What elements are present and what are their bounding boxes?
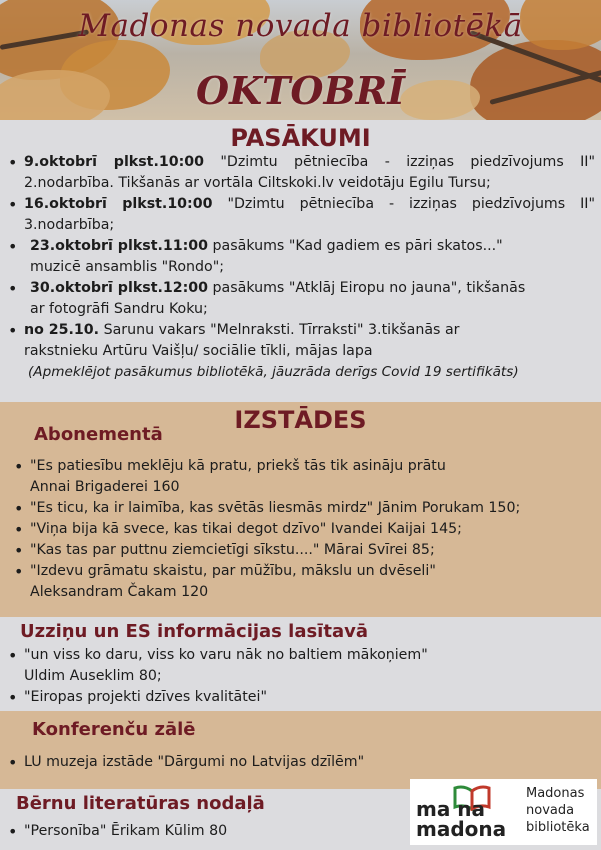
logo-text-line: novada [526,803,575,818]
event-text-cont: rakstnieku Artūru Vaišļu/ sociālie tīkli, mājas lapa [24,343,373,359]
logo-text [526,785,590,836]
event-item [8,278,595,320]
info-room-heading: Uzziņu un ES informācijas lasītavā [20,621,368,642]
exhibition-text: "Viņa bija kā svece, kas tikai degot dzīvo" Ivandei Kaijai 145; [30,521,462,537]
exhibition-text: "Es ticu, ka ir laimība, kas svētās liesmās mirdz" Jānim Porukam 150; [30,500,521,516]
exhibitions-heading: IZSTĀDES [234,406,367,434]
events-heading: PASĀKUMI [230,124,371,152]
events-section [0,120,601,402]
covid-note: (Apmeklējot pasākumus bibliotēkā, jāuzrāda derīgs Covid 19 sertifikāts) [28,364,519,380]
abonement-heading: Abonementā [34,424,163,445]
event-text-cont: ar fotogrāfi Sandru Koku; [30,301,208,317]
event-text: "Dzimtu pētniecība - izziņas piedzīvojums II" [204,154,595,170]
exhibition-item [14,540,594,561]
event-date: 30.oktobrī plkst.12:00 [30,280,209,296]
exhibition-text: "Es patiesību meklēju kā pratu, priekš tās tik asināju prātu [30,458,446,474]
exhibition-item [14,456,594,498]
event-date: 23.oktobrī plkst.11:00 [30,238,209,254]
info-text-cont: Uldim Auseklim 80; [24,668,162,684]
exhibitions-section [0,402,601,617]
event-item [8,152,595,194]
header-banner [0,0,601,120]
event-text-cont: 3.nodarbība; [24,217,115,233]
event-text: pasākums "Kad gadiem es pāri skatos..." [208,238,503,254]
exhibition-text: "Izdevu grāmatu skaistu, par mūžību, mākslu un dvēseli" [30,563,436,579]
event-text-cont: 2.nodarbība. Tikšanās ar vortāla Ciltskoki.lv veidotāju Egilu Tursu; [24,175,491,191]
conference-item [8,752,593,773]
abonement-list [14,456,594,603]
exhibition-text-cont: Aleksandram Čakam 120 [30,584,209,600]
kids-list [8,821,398,842]
exhibition-text-cont: Annai Brigaderei 160 [30,479,180,495]
kids-item [8,821,398,842]
event-item [8,320,595,383]
info-room-section [0,617,601,711]
info-item [8,687,593,708]
info-text: "un viss ko daru, viss ko varu nāk no baltiem mākoņiem" [24,647,428,663]
event-date: 9.oktobrī plkst.10:00 [24,154,205,170]
event-text-cont: muzicē ansamblis "Rondo"; [30,259,225,275]
event-date: 16.oktobrī plkst.10:00 [24,196,213,212]
events-list [8,152,595,383]
logo-word-mana: ma na [416,797,486,821]
logo-text-line: bibliotēka [526,820,590,835]
event-text: pasākums "Atklāj Eiropu no jauna", tikšanās [208,280,526,296]
month-title: OKTOBRĪ [196,68,405,113]
event-text: Sarunu vakars "Melnraksti. Tīrraksti" 3.tikšanās ar [99,322,460,338]
event-date: no 25.10. [24,322,100,338]
library-logo [410,779,597,845]
event-item [8,236,595,278]
conference-list [8,752,593,773]
exhibition-item [14,519,594,540]
conference-section [0,711,601,789]
kids-text: "Personība" Ērikam Kūlim 80 [24,823,228,839]
info-text: "Eiropas projekti dzīves kvalitātei" [24,689,267,705]
info-item [8,645,593,687]
exhibition-item [14,561,594,603]
kids-heading: Bērnu literatūras nodaļā [16,793,265,814]
logo-word-madona: madona [416,817,507,841]
library-title: Madonas novada bibliotēkā [78,8,523,44]
logo-text-line: Madonas [526,786,585,801]
exhibition-item [14,498,594,519]
event-text: "Dzimtu pētniecība - izziņas piedzīvojums II" [212,196,595,212]
info-room-list [8,645,593,708]
event-item [8,194,595,236]
exhibition-text: "Kas tas par puttnu ziemcietīgi sīkstu...." Mārai Svīrei 85; [30,542,435,558]
conference-text: LU muzeja izstāde "Dārgumi no Latvijas dzīlēm" [24,754,365,770]
conference-heading: Konferenču zālē [32,719,196,740]
